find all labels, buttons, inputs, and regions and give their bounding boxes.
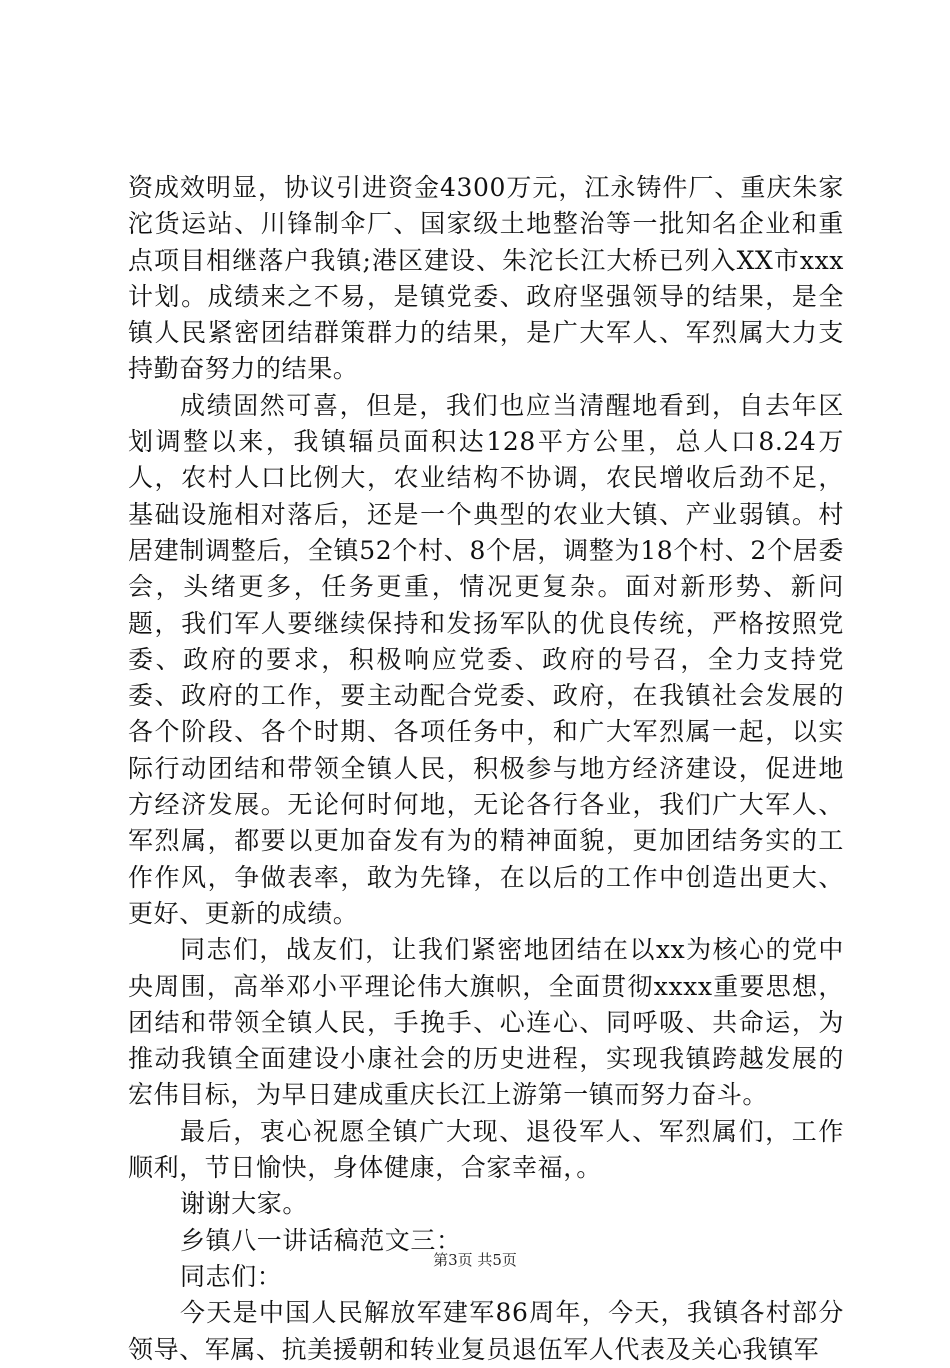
section-heading: 乡镇八一讲话稿范文三：: [180, 1225, 462, 1255]
paragraph: 资成效明显，协议引进资金4300万元，江永铸件厂、重庆朱家沱货运站、川锋制伞厂、国家级土地整治等一批知名企业和重点项目相继落户我镇;港区建设、朱沱长江大桥已列入XX市xxx计划。成绩来之不易，是镇党委、政府坚强领导的结果，是全镇人民紧密团结群策群力的结果，是广大军人、军烈属大力支持勤奋努力的结果。: [128, 173, 844, 384]
document-body: [128, 170, 844, 1368]
paragraph: 谢谢大家。: [180, 1189, 309, 1219]
paragraph: 成绩固然可喜，但是，我们也应当清醒地看到，自去年区划调整以来，我镇辐员面积达128平方公里，总人口8.24万人，农村人口比例大，农业结构不协调，农民增收后劲不足，基础设施相对落后，还是一个典型的农业大镇、产业弱镇。村居建制调整后，全镇52个村、8个居，调整为18个村、2个居委会，头绪更多，任务更重，情况更复杂。面对新形势、新问题，我们军人要继续保持和发扬军队的优良传统，严格按照党委、政府的要求，积极响应党委、政府的号召，全力支持党委、政府的工作，要主动配合党委、政府，在我镇社会发展的各个阶段、各个时期、各项任务中，和广大军烈属一起，以实际行动团结和带领全镇人民，积极参与地方经济建设，促进地方经济发展。无论何时何地，无论各行各业，我们广大军人、军烈属，都要以更加奋发有为的精神面貌，更加团结务实的工作作风，争做表率，敢为先锋，在以后的工作中创造出更大、更好、更新的成绩。: [128, 390, 844, 928]
paragraph: 今天是中国人民解放军建军86周年，今天，我镇各村部分领导、军属、抗美援朝和转业复员退伍军人代表及关心我镇军: [128, 1298, 844, 1364]
salutation: 同志们：: [180, 1261, 283, 1291]
page-number-footer: 第3页 共5页: [433, 1251, 517, 1269]
paragraph: 最后，衷心祝愿全镇广大现、退役军人、军烈属们，工作顺利，节日愉快，身体健康，合家幸福，。: [128, 1116, 844, 1183]
paragraph: 同志们，战友们，让我们紧密地团结在以xx为核心的党中央周围，高举邓小平理论伟大旗帜，全面贯彻xxxx重要思想，团结和带领全镇人民，手挽手、心连心、同呼吸、共命运，为推动我镇全面建设小康社会的历史进程，实现我镇跨越发展的宏伟目标，为早日建成重庆长江上游第一镇而努力奋斗。: [128, 935, 844, 1110]
